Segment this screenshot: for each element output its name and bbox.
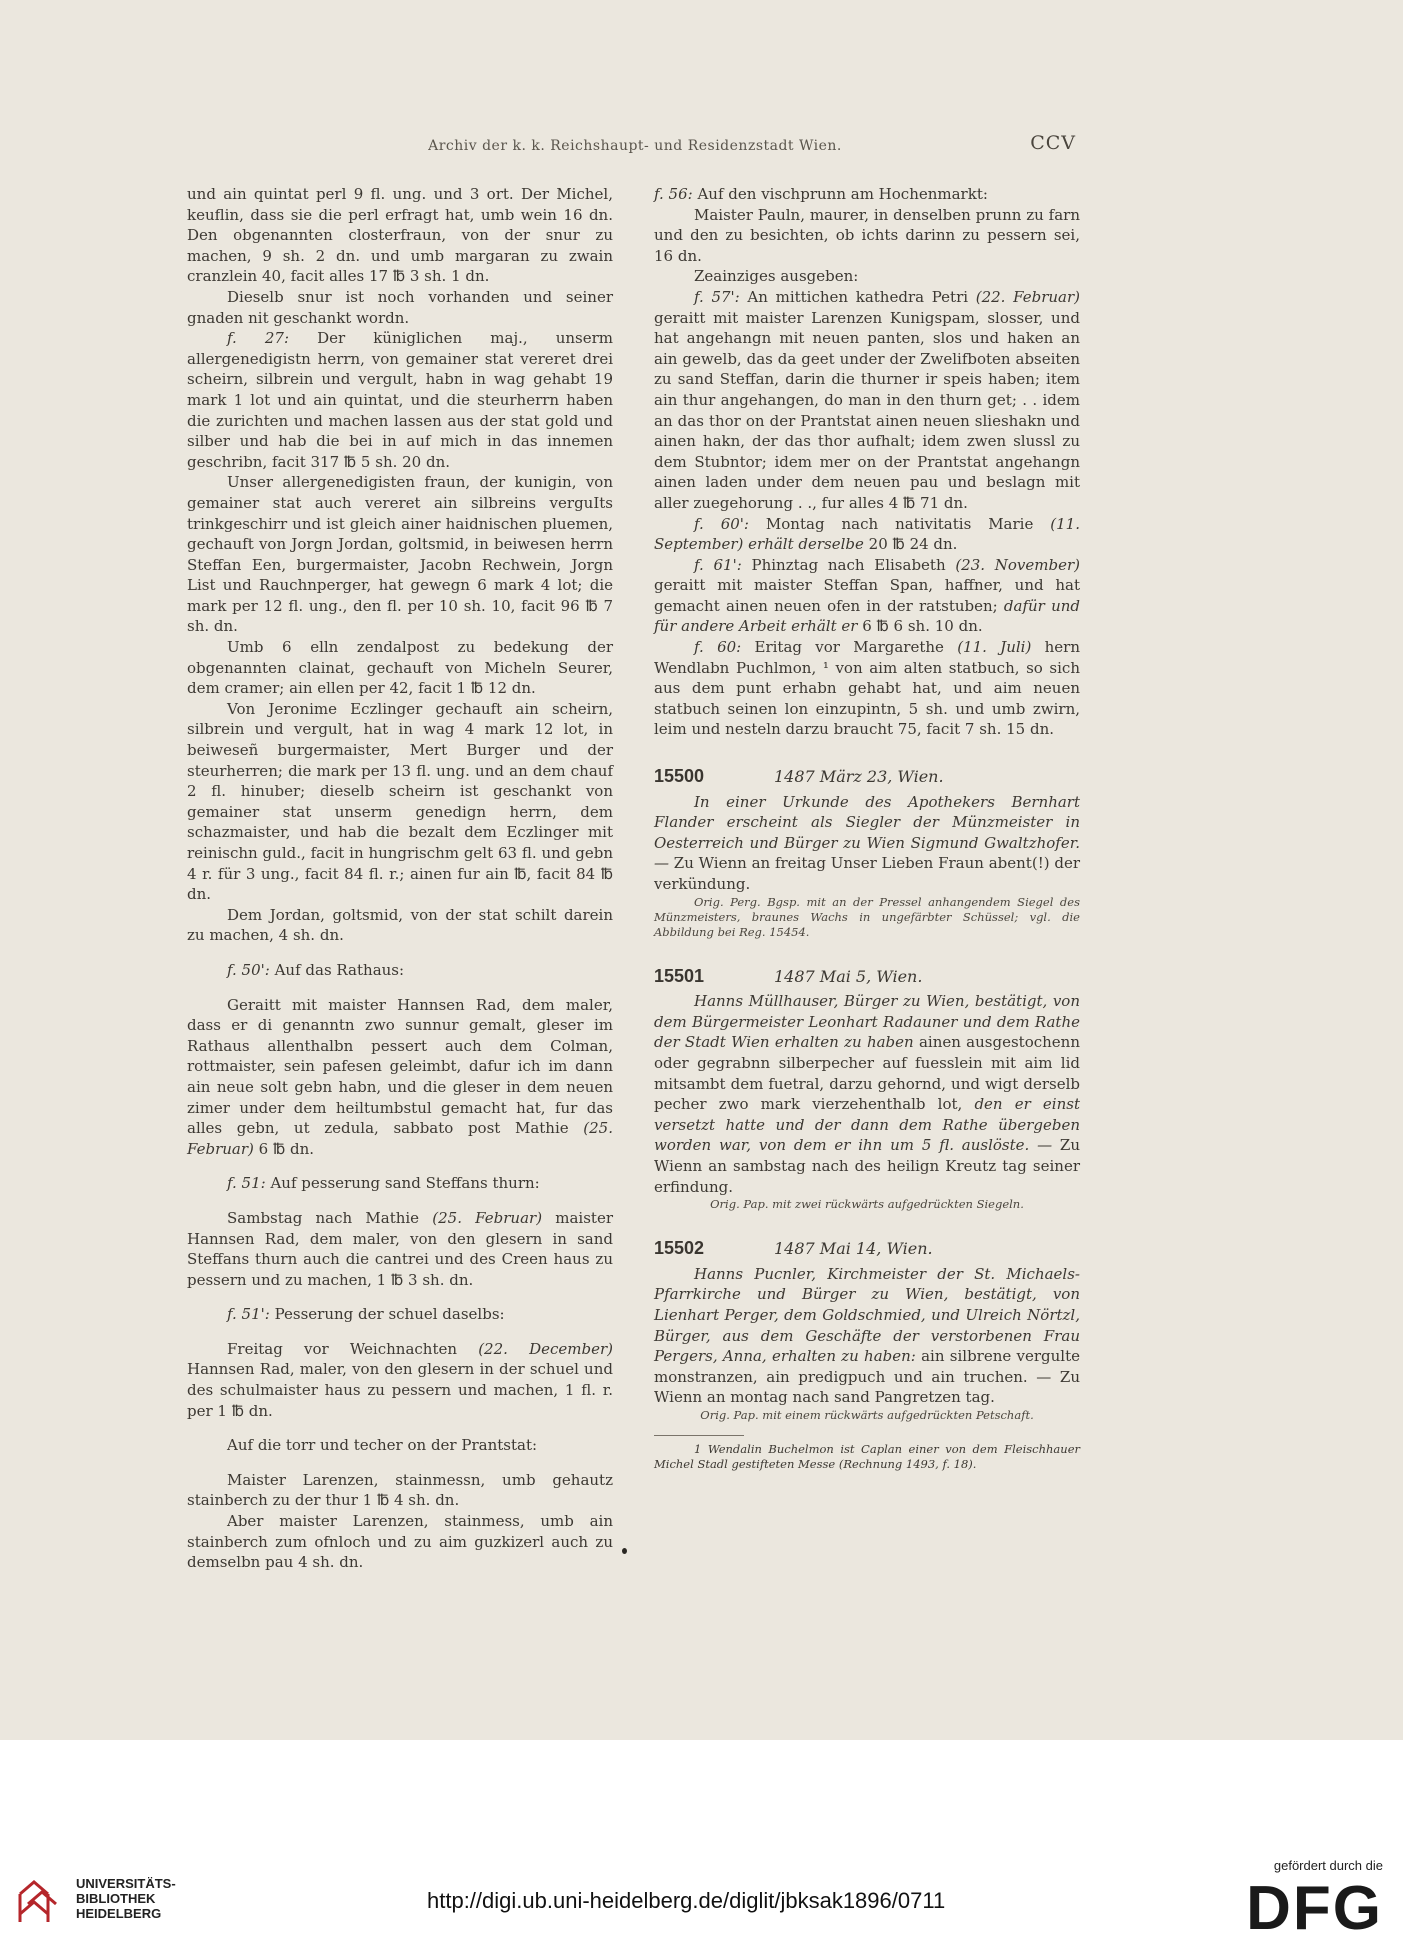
right-column [654, 184, 1080, 1472]
entry-text [654, 1264, 1080, 1408]
entry-header [654, 766, 1080, 788]
folio-ref: f. 50': [227, 960, 270, 979]
paragraph [654, 514, 1080, 555]
ink-speck [622, 1548, 627, 1554]
heading-text: Auf das Rathaus: [269, 960, 405, 979]
date-note: (25. Februar) [432, 1208, 543, 1227]
paragraph-text: Hannsen Rad, maler, von den glesern in der schuel und des schulmaister haus zu pessern und machen, 1 fl. r. per 1 ℔ dn. [187, 1360, 613, 1420]
entry-number: 15502 [654, 1238, 705, 1259]
entry-header [654, 966, 1080, 988]
library-name-line: UNIVERSITÄTS- [76, 1876, 176, 1891]
paragraph: Maister Pauln, maurer, in denselben prunn zu farn und den zu besichten, ob ichts darinn zu pessern sei, 16 dn. [654, 205, 1080, 265]
library-logo-icon[interactable] [16, 1872, 64, 1928]
paragraph: Aber maister Larenzen, stainmess, umb ain stainberch zum ofnloch und zu aim guzkizerl auch zu demselbn pau 4 sh. dn. [187, 1512, 613, 1572]
entry-quote: ainen ausgestochenn oder gegrabnn silberpecher auf fuesslein mit aim lid mitsambt dem fuetral, darzu gehornd, und wigt derselb pecher zwo mark vierzehenthalb lot, [654, 1033, 1080, 1114]
paragraph-text: 6 ℔ 6 sh. 10 dn. [857, 617, 983, 636]
paragraph [187, 1339, 613, 1421]
folio-ref: f. 60: [694, 638, 742, 657]
permalink-url[interactable]: http://digi.ub.uni-heidelberg.de/diglit/jbksak1896/0711 [427, 1888, 946, 1913]
paragraph: Dieselb snur ist noch vorhanden und seiner gnaden nit geschankt wordn. [187, 287, 613, 327]
source-note: Orig. Pap. mit einem rückwärts aufgedrückten Petschaft. [700, 1407, 1034, 1422]
running-title: Archiv der k. k. Reichshaupt- und Residenzstadt Wien. [428, 138, 842, 154]
heading-text: Auf den vischprunn am Hochenmarkt: [692, 185, 988, 203]
paragraph: und ain quintat perl 9 fl. ung. und 3 ort. Der Michel, keuflin, dass sie die perl erfragt hat, umb wein 16 dn. Den obgenannten closterfraun, von der snur zu machen, 9 sh. 2 dn. und umb margaran zu zwain cranzlein 40, facit alles 17 ℔ 3 sh. 1 dn. [187, 185, 613, 286]
paragraph: Dem Jordan, goltsmid, von der stat schilt darein zu machen, 4 sh. dn. [187, 905, 613, 945]
section-heading [187, 960, 613, 981]
entry-date: 1487 Mai 14, Wien. [774, 1239, 933, 1259]
entry-date: 1487 März 23, Wien. [774, 767, 944, 787]
page-number: CCV [1030, 132, 1076, 154]
date-note: (11. Juli) [957, 638, 1032, 657]
heading-text: Auf pesserung sand Steffans thurn: [265, 1174, 540, 1193]
paragraph-text: Geraitt mit maister Hannsen Rad, dem maler, dass er di genanntn zwo sunnur gemalt, gleser im Rathaus allenthalbn pessert auch dem Colman, rottmaister, sein pafesen geleimbt, dafur ich im dann ain neue solt gebn habn, und die gleser in dem neuen zimer under dem heiltumbstul gemacht hat, fur das alles gebn, ut zedula, sabbato post Mathie [187, 995, 613, 1138]
source-note: Orig. Pap. mit zwei rückwärts aufgedrückten Siegeln. [710, 1197, 1024, 1212]
entry-quote: ain silbrene vergulte monstranzen, ain predigpuch und ain truchen. — Zu Wienn an montag nach sand Pangretzen tag. [654, 1347, 1080, 1407]
paragraph-text: An mittichen kathedra Petri [739, 287, 976, 306]
paragraph [187, 995, 613, 1160]
paragraph-text: 6 ℔ dn. [253, 1139, 315, 1158]
entry-text [654, 991, 1080, 1197]
paragraph-text: Eritag vor Margarethe [741, 638, 958, 657]
date-note: (25. Februar) [187, 1119, 613, 1158]
folio-ref: f. 57': [694, 287, 740, 306]
folio-ref: f. 51': [227, 1305, 270, 1324]
editor-note: dafür und für andere Arbeit erhält er [654, 596, 1080, 636]
paragraph: Von Jeronime Eczlinger gechauft ain scheirn, silbrein und vergult, hat in wag 4 mark 12 lot, in beiweseñ burgermaister, Mert Burger und der steurherren; die mark per 13 fl. ung. und an dem chauf 2 fl. hinuber; dieselb scheirn ist geschankt von gemainer stat unserm genedign herrn, dem schazmaister, und hab die bezalt dem Eczlinger mit reinischn guld., facit in hungrischm gelt 63 fl. und gebn 4 r. für 3 ung., facit 84 fl. r.; ainen fur ain ℔, facit 84 ℔ dn. [187, 699, 613, 904]
paragraph-text: geraitt mit maister Larenzen Kunigspam, slosser, und hat angehangn mit neuen panten, slos und haken an ain gewelb, das da geet under der Zwelifboten abseiten zu sand Steffan, darin die thurner ir speis haben; item ain thur angehangen, do man in den thurn get; . . idem an das thor on der Prantstat ainen neuen slieshakn und ainen hakn, der das thor aufhalt; idem zwen slussl zu dem Stubntor; idem mer on der Prantstat angehangn ainen laden under dem neuen pau und beslagn mit aller zuegehorung . ., fur alles 4 ℔ 71 dn. [654, 308, 1080, 512]
section-heading [187, 1173, 613, 1194]
date-note: (11. September) erhält derselbe [654, 514, 1080, 554]
viewer-footer [0, 1740, 1403, 1958]
date-note: (22. December) [478, 1339, 613, 1358]
folio-ref: f. 60': [694, 514, 749, 533]
entry-number: 15501 [654, 965, 705, 986]
date-note: (22. Februar) [975, 287, 1080, 306]
dfg-logo[interactable]: DFG [1246, 1874, 1383, 1943]
funded-by-label: gefördert durch die [1273, 1858, 1383, 1873]
heading-text: Pesserung der schuel daselbs: [269, 1305, 505, 1324]
paragraph [187, 1208, 613, 1290]
paragraph-text: geraitt mit maister Steffan Span, haffner, und hat gemacht ainen neuen ofen in der ratstuben; [654, 576, 1080, 615]
paragraph [654, 555, 1080, 637]
paragraph-text: Freitag vor Weichnachten [227, 1339, 479, 1358]
entry-summary: In einer Urkunde des Apothekers Bernhart Flander erscheint als Siegler der Münzmeister in Oesterreich und Bürger zu Wien Sigmund Gwaltzhofer. — [654, 792, 1080, 873]
footnote: 1 Wendalin Buchelmon ist Caplan einer von dem Fleischhauer Michel Stadl gestifteten Messe (Rechnung 1493, f. 18). [654, 1441, 1080, 1471]
entry-header [654, 1238, 1080, 1260]
entry-text [654, 792, 1080, 895]
entry-quote: Zu Wienn an sambstag nach des heilign Kreutz tag seiner erfindung. [654, 1136, 1081, 1196]
paragraph: Umb 6 elln zendalpost zu bedekung der obgenannten clainat, gechauft von Micheln Seurer, dem cramer; ain ellen per 42, facit 1 ℔ 12 dn. [187, 638, 613, 698]
date-note: (23. November) [955, 555, 1080, 574]
library-name[interactable] [76, 1876, 176, 1921]
entry-quote: Zu Wienn an freitag Unser Lieben Fraun abent(!) der verkündung. [654, 854, 1080, 893]
folio-ref: f. 61': [694, 555, 742, 574]
library-name-line: BIBLIOTHEK [76, 1891, 156, 1906]
entry-summary: Hanns Pucnler, Kirchmeister der St. Michaels-Pfarrkirche und Bürger zu Wien, bestätigt, von Lienhart Perger, dem Goldschmied, und Ulreich Nörtzl, Bürger, aus dem Geschäfte der verstorbenen Frau Pergers, Anna, erhalten zu haben: [654, 1264, 1080, 1366]
footnote-divider [654, 1435, 744, 1436]
left-column [187, 184, 613, 1573]
paragraph [654, 637, 1080, 740]
section-heading: Zeainziges ausgeben: [694, 267, 859, 286]
folio-ref: f. 27: [227, 329, 289, 348]
paragraph-text: Sambstag nach Mathie [227, 1208, 433, 1227]
section-heading [187, 1304, 613, 1325]
paragraph-text: hern Wendlabn Puchlmon, ¹ von aim alten statbuch, so sich aus dem punt erhabn gehabt hat, und aim neuen statbuch seinen lon einzupintn, 5 sh. und umb zwirn, leim und nesteln darzu braucht 75, facit 7 sh. 15 dn. [654, 638, 1080, 739]
paragraph-text: maister Hannsen Rad, dem maler, von den glesern in sand Steffans thurn auch die cantrei und des Creen haus zu pessern und zu machen, 1 ℔ 3 sh. dn. [187, 1208, 613, 1289]
folio-ref: f. 51: [227, 1174, 266, 1193]
paragraph [654, 287, 1080, 514]
section-heading [654, 184, 1080, 205]
source-note: Orig. Perg. Bgsp. mit an der Pressel anhangendem Siegel des Münzmeisters, braunes Wachs in ungefärbter Schüssel; vgl. die Abbildung bei Reg. 15454. [654, 894, 1080, 939]
paragraph-text: Montag nach nativitatis Marie [748, 514, 1051, 533]
entry-number: 15500 [654, 766, 705, 787]
entry-summary: den er einst versetzt hatte und der dann dem Rathe übergeben worden war, von dem er ihn um 5 fl. auslöste. — [654, 1095, 1080, 1155]
section-heading: Auf die torr und techer on der Prantstat: [227, 1436, 538, 1455]
paragraph-text: Der küniglichen maj., unserm allergenedigistn herrn, von gemainer stat vereret drei scheirn, silbrein und vergult, habn in wag gehabt 19 mark 1 lot und ain quintat, und die steurherrn haben die zurichten und machen lassen aus der stat gold und silber und hab die bei in auf mich in das innemen geschribn, facit 317 ℔ 5 sh. 20 dn. [187, 329, 613, 471]
paragraph [187, 328, 613, 472]
entry-date: 1487 Mai 5, Wien. [774, 966, 923, 986]
folio-ref: f. 56: [654, 185, 693, 203]
entry-summary: Hanns Müllhauser, Bürger zu Wien, bestätigt, von dem Bürgermeister Leonhart Radauner und dem Rathe der Stadt Wien erhalten zu haben [654, 992, 1080, 1052]
paragraph-text: Phinztag nach Elisabeth [741, 555, 956, 574]
paragraph: Maister Larenzen, stainmessn, umb gehautz stainberch zu der thur 1 ℔ 4 sh. dn. [187, 1470, 613, 1510]
paragraph-text: 20 ℔ 24 dn. [863, 535, 958, 554]
paragraph: Unser allergenedigisten fraun, der kunigin, von gemainer stat auch vereret ain silbreins verguIts trinkgeschirr und ist gleich ainer haidnischen pluemen, gechauft von Jorgn Jordan, goltsmid, in beiwesen herrn Steffan Een, burgermaister, Jacobn Rechwein, Jorgn List und Rauchnperger, hat gewegn 6 mark 4 lot; die mark per 12 fl. ung., den fl. per 10 sh. 10, facit 96 ℔ 7 sh. dn. [187, 473, 613, 636]
library-name-line: HEIDELBERG [76, 1906, 162, 1921]
